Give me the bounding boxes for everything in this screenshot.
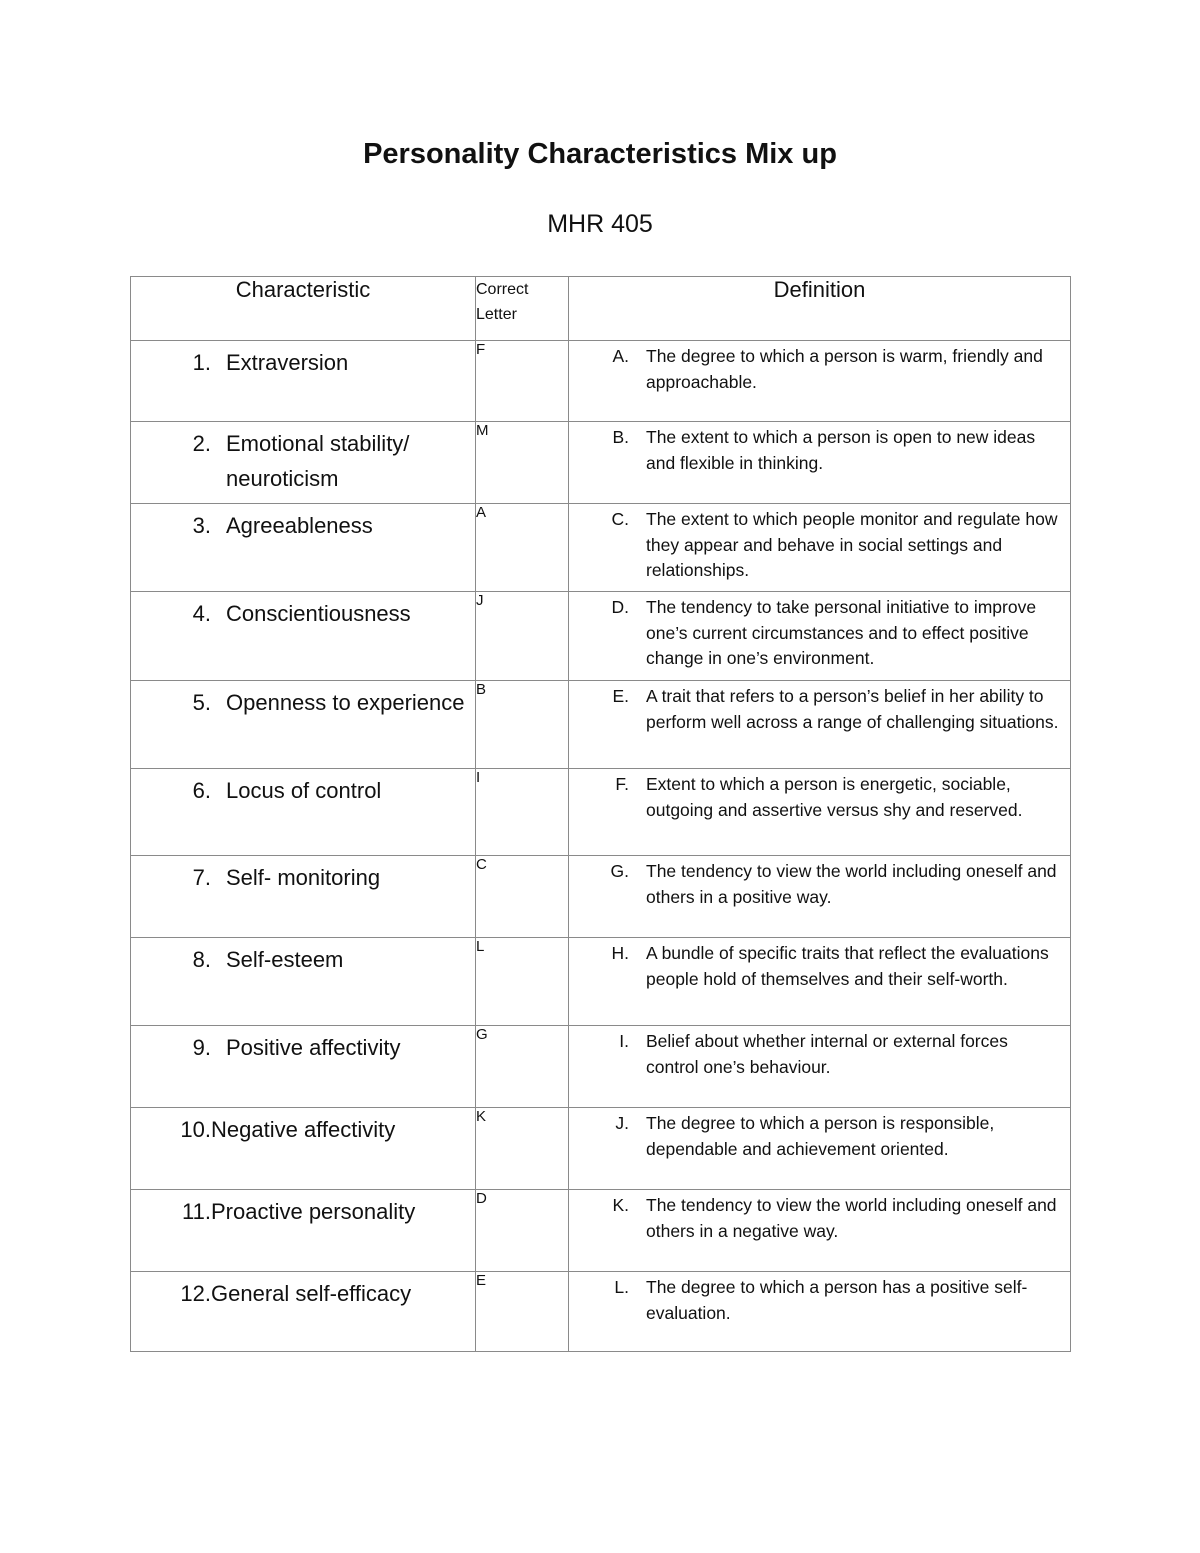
definition-letter: D. [611,597,629,617]
table-body [131,341,1071,1352]
row-number: 4. [192,601,211,626]
definition-text: A bundle of specific traits that reflect the evaluations people hold of themselves and their self-worth. [646,943,1049,989]
definition-letter: L. [614,1277,629,1297]
characteristic-name: Openness to experience [226,690,465,715]
characteristic-name: Extraversion [226,350,349,375]
table-row [131,769,1071,856]
characteristic-cell [131,1108,476,1190]
row-number: 10. [180,1117,211,1142]
characteristic-cell [131,422,476,504]
table-row [131,341,1071,422]
characteristic-cell [131,1190,476,1272]
characteristic-name: Self- monitoring [226,865,381,890]
correct-letter-cell: C [476,856,569,938]
definition-cell [569,1108,1071,1190]
definition-text: The degree to which a person is responsible, dependable and achievement oriented. [646,1113,995,1159]
definition-cell [569,681,1071,769]
definition-cell [569,1026,1071,1108]
definition-letter: J. [615,1113,629,1133]
characteristic-cell [131,341,476,422]
page-title: Personality Characteristics Mix up [363,138,837,170]
correct-letter-cell: A [476,504,569,592]
header-characteristic: Characteristic [131,277,476,341]
table-row [131,938,1071,1026]
row-number: 7. [192,865,211,890]
definition-cell [569,938,1071,1026]
definition-letter: K. [612,1195,629,1215]
definition-text: The degree to which a person has a positive self-evaluation. [646,1277,1028,1323]
row-number: 9. [192,1035,211,1060]
definition-text: The tendency to view the world including oneself and others in a positive way. [646,861,1057,907]
row-number: 11. [182,1199,211,1224]
characteristic-name: Agreeableness [226,513,373,538]
definition-text: The extent to which a person is open to new ideas and flexible in thinking. [646,427,1036,473]
definition-letter: C. [611,509,629,529]
row-number: 8. [192,947,211,972]
course-code: MHR 405 [547,210,653,238]
characteristic-cell [131,1026,476,1108]
definition-cell [569,504,1071,592]
characteristic-name: General self-efficacy [211,1281,412,1306]
definition-text: The tendency to take personal initiative to improve one’s current circumstances and to effect positive change in one’s environment. [646,597,1037,668]
characteristic-name: Conscientiousness [226,601,411,626]
correct-letter-cell: E [476,1272,569,1352]
table-row [131,504,1071,592]
characteristic-cell [131,1272,476,1352]
table-row [131,1108,1071,1190]
definition-text: Extent to which a person is energetic, sociable, outgoing and assertive versus shy and reserved. [646,774,1023,820]
definition-text: The degree to which a person is warm, friendly and approachable. [646,346,1043,392]
characteristics-table [130,276,1071,1352]
table-row [131,1272,1071,1352]
correct-letter-cell: F [476,341,569,422]
definition-letter: G. [610,861,629,881]
row-number: 3. [192,513,211,538]
header-definition: Definition [569,277,1071,341]
correct-letter-cell: D [476,1190,569,1272]
correct-letter-cell: J [476,592,569,681]
table-row [131,1190,1071,1272]
definition-letter: E. [612,686,629,706]
correct-letter-cell: L [476,938,569,1026]
definition-cell [569,1190,1071,1272]
correct-letter-cell: M [476,422,569,504]
characteristic-cell [131,938,476,1026]
characteristic-name: Locus of control [226,778,382,803]
definition-letter: A. [612,346,629,366]
definition-cell [569,856,1071,938]
row-number: 1. [192,350,211,375]
correct-letter-cell: G [476,1026,569,1108]
definition-letter: I. [619,1031,629,1051]
characteristic-cell [131,681,476,769]
table-row [131,422,1071,504]
definition-cell [569,341,1071,422]
characteristic-cell [131,504,476,592]
table-row [131,681,1071,769]
row-number: 6. [192,778,211,803]
definition-letter: H. [611,943,629,963]
correct-letter-cell: K [476,1108,569,1190]
table-row [131,592,1071,681]
definition-letter: F. [615,774,629,794]
definition-cell [569,592,1071,681]
characteristic-cell [131,592,476,681]
row-number: 5. [192,690,211,715]
row-number: 12. [180,1281,211,1306]
header-correct-letter: Correct Letter [476,277,569,341]
characteristic-name: Self-esteem [226,947,344,972]
row-number: 2. [192,431,211,456]
characteristic-name: Proactive personality [211,1199,416,1224]
table-row [131,1026,1071,1108]
characteristic-name: Emotional stability/ neuroticism [226,431,410,491]
table-header-row [131,277,1071,341]
definition-text: The extent to which people monitor and regulate how they appear and behave in social settings and relationships. [646,509,1058,580]
table-row [131,856,1071,938]
definition-text: The tendency to view the world including oneself and others in a negative way. [646,1195,1057,1241]
characteristic-name: Negative affectivity [211,1117,396,1142]
correct-letter-cell: B [476,681,569,769]
definition-text: A trait that refers to a person’s belief in her ability to perform well across a range of challenging situations. [646,686,1059,732]
definition-text: Belief about whether internal or external forces control one’s behaviour. [646,1031,1008,1077]
characteristic-cell [131,856,476,938]
definition-cell [569,769,1071,856]
correct-letter-cell: I [476,769,569,856]
characteristic-name: Positive affectivity [226,1035,401,1060]
definition-cell [569,1272,1071,1352]
characteristic-cell [131,769,476,856]
definition-cell [569,422,1071,504]
definition-letter: B. [612,427,629,447]
